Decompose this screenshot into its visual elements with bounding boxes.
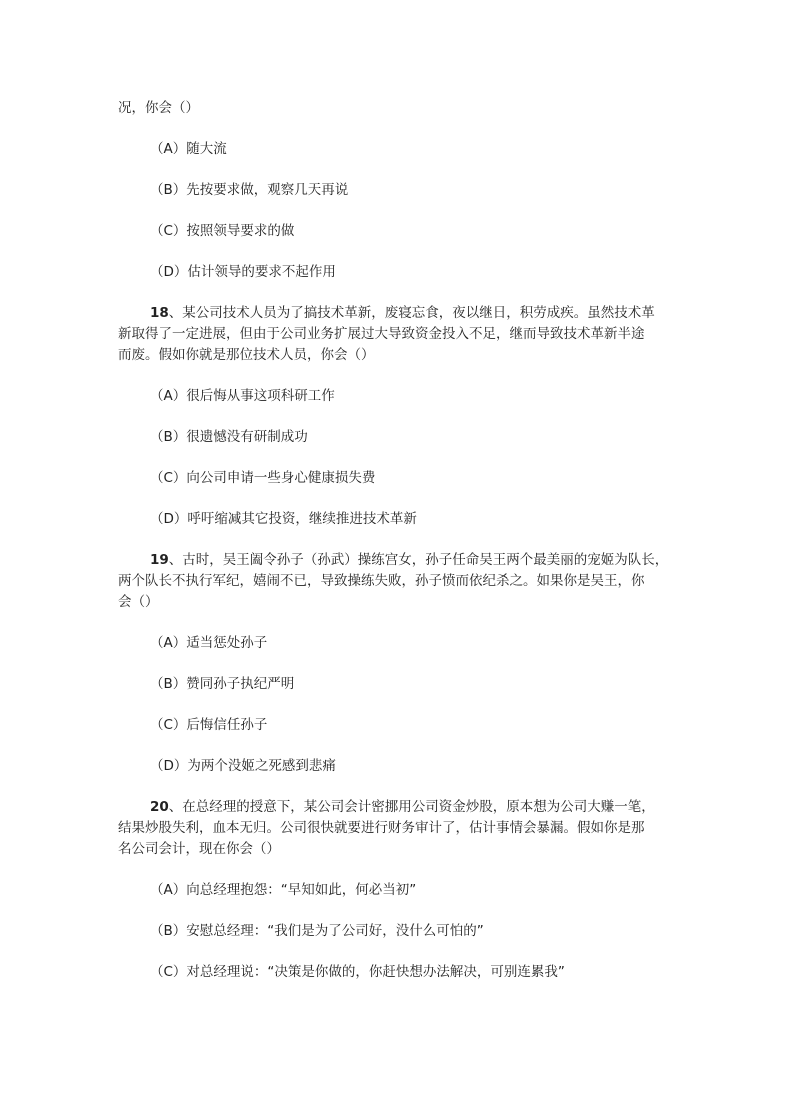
document-page xyxy=(118,98,678,1003)
question-text: 结果炒股失利，血本无归。公司很快就要进行财务审计了，估计事情会暴漏。假如你是那 xyxy=(118,820,645,836)
question-number: 19 xyxy=(150,552,169,568)
option-a: （A）很后悔从事这项科研工作 xyxy=(150,388,335,404)
option-b: （B）安慰总经理：“我们是为了公司好，没什么可怕的” xyxy=(150,923,484,939)
question-text: 、某公司技术人员为了搞技术革新，废寝忘食，夜以继日，积劳成疾。虽然技术革 xyxy=(168,305,655,321)
question-number: 18 xyxy=(150,305,169,321)
option-a: （A）随大流 xyxy=(150,141,227,157)
option-d: （D）为两个没姬之死感到悲痛 xyxy=(150,758,336,774)
option-d: （D）估计领导的要求不起作用 xyxy=(150,264,336,280)
question-number: 20 xyxy=(150,799,169,815)
option-c: （C）向公司申请一些身心健康损失费 xyxy=(150,470,376,486)
question-text: 会（） xyxy=(118,594,159,610)
option-d: （D）呼吁缩减其它投资，继续推进技术革新 xyxy=(150,511,417,527)
question-text: 、古时，吴王阖令孙子（孙武）操练宫女，孙子任命吴王两个最美丽的宠姬为队长， xyxy=(168,552,669,568)
question-20 xyxy=(118,797,678,860)
question-continuation: 况，你会（） xyxy=(118,100,199,116)
option-c: （C）按照领导要求的做 xyxy=(150,223,295,239)
option-a: （A）向总经理抱怨：“早知如此，何必当初” xyxy=(150,882,417,898)
option-a: （A）适当惩处孙子 xyxy=(150,635,268,651)
option-b: （B）很遗憾没有研制成功 xyxy=(150,429,308,445)
question-text: 、在总经理的授意下，某公司会计密挪用公司资金炒股，原本想为公司大赚一笔， xyxy=(168,799,655,815)
question-19 xyxy=(118,550,678,613)
option-c: （C）对总经理说：“决策是你做的，你赶快想办法解决，可别连累我” xyxy=(150,964,565,980)
option-c: （C）后悔信任孙子 xyxy=(150,717,268,733)
option-b: （B）赞同孙子执纪严明 xyxy=(150,676,295,692)
question-18 xyxy=(118,303,678,366)
question-text: 而废。假如你就是那位技术人员，你会（） xyxy=(118,347,375,363)
question-text: 两个队长不执行军纪，嬉闹不已，导致操练失败，孙子愤而依纪杀之。如果你是吴王，你 xyxy=(118,573,645,589)
question-text: 名公司会计，现在你会（） xyxy=(118,841,280,857)
option-b: （B）先按要求做，观察几天再说 xyxy=(150,182,349,198)
question-text: 新取得了一定进展，但由于公司业务扩展过大导致资金投入不足，继而导致技术革新半途 xyxy=(118,326,645,342)
